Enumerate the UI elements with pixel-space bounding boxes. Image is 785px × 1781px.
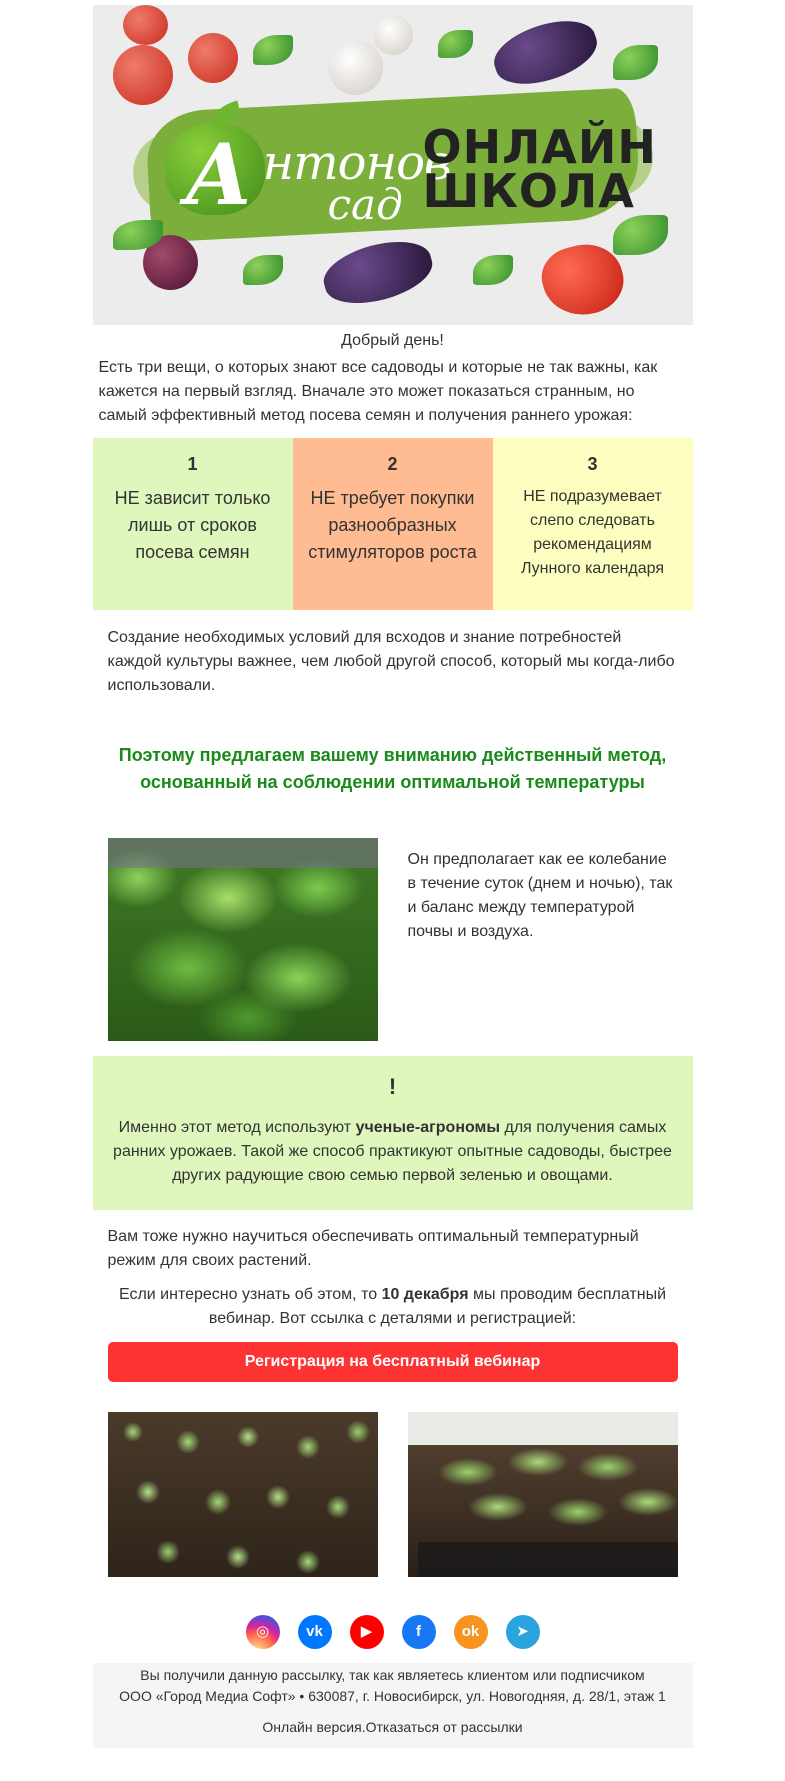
webinar-date: 10 декабря [381,1286,469,1303]
unsubscribe-link[interactable]: Отказаться от рассылки [365,1719,523,1735]
photo-background [108,838,378,868]
school-line-2: ШКОЛА [422,164,635,218]
method-section [93,838,693,1041]
point-text: НЕ подразумевает слепо следовать рекомендациям Лунного календаря [520,488,664,577]
seedlings-window-photo [408,1412,678,1577]
vk-icon[interactable]: vk [298,1615,332,1649]
callout-text [113,1116,673,1188]
point-text: НЕ зависит только лишь от сроков посева семян [114,488,271,562]
tomato-image [188,33,238,83]
photo-gallery [93,1412,693,1577]
tomato-image [113,45,173,105]
greeting: Добрый день! [341,332,444,349]
garlic-image [373,15,413,55]
webinar-text-after: мы проводим бесплатный вебинар. Вот ссылка с деталями и регистрацией: [208,1286,667,1327]
tray-shadow [418,1542,678,1577]
intro-text: Есть три вещи, о которых знают все садоводы и которые не так важны, как кажется на первый взгляд. Вначале это может показаться странным, но самый эффективный метод посева семян и получения раннего урожая: [98,359,658,424]
footer-notice: Вы получили данную рассылку, так как являетесь клиентом или подписчиком [140,1667,645,1683]
logo-sad: сад [327,180,403,229]
point-number: 2 [387,454,398,474]
learn-text: Вам тоже нужно научиться обеспечивать оптимальный температурный режим для своих растений. [107,1228,639,1269]
exclamation-mark: ! [388,1074,397,1099]
logo-name: нтонов [262,135,451,191]
point-card-2 [293,438,493,610]
online-school-title [422,120,657,218]
basil-leaf-image [613,45,658,80]
callout-text-before: Именно этот метод используют [118,1119,356,1136]
webinar-text [93,1283,693,1331]
footer [93,1663,693,1748]
email-container [93,5,693,1748]
seedlings-tray-photo [108,1412,378,1577]
point-number: 1 [187,454,198,474]
basil-leaf-image [438,30,473,58]
basil-leaf-image [473,255,513,285]
online-version-link[interactable]: Онлайн версия [262,1719,362,1735]
header-banner [93,5,693,325]
point-text: НЕ требует покупки разнообразных стимуляторов роста [308,488,477,562]
basil-leaf-image [253,35,293,65]
instagram-icon[interactable]: ◎ [246,1615,280,1649]
school-line-1: ОНЛАЙН [422,120,657,174]
facebook-icon[interactable]: f [402,1615,436,1649]
agronomist-callout [93,1056,693,1210]
webinar-text-before: Если интересно узнать об этом, то [118,1286,382,1303]
odnoklassniki-icon[interactable]: ok [454,1615,488,1649]
point-card-3 [493,438,693,610]
tomato-image [123,5,168,45]
callout-text-after: для получения самых ранних урожаев. Такой же способ практикуют опытные садоводы, быстрее других радующие свою семью первой зеленью и овощами. [113,1119,672,1184]
footer-separator: . [361,1719,366,1735]
callout-bold: ученые-агрономы [355,1119,501,1136]
footer-links [113,1717,673,1738]
youtube-icon[interactable]: ▶ [350,1615,384,1649]
point-card-1 [93,438,293,610]
social-links [93,1615,693,1649]
conditions-text: Создание необходимых условий для всходов и знание потребностей каждой культуры важнее, чем любой другой способ, который мы когда-либо использовали. [107,629,675,694]
method-highlight: Поэтому предлагаем вашему вниманию действенный метод, основанный на соблюдении оптимальной температуры [118,745,667,792]
point-number: 3 [587,454,598,474]
eggplant-image [317,232,437,314]
logo-letter: А [184,125,253,224]
three-points [93,438,693,610]
method-description: Он предполагает как ее колебание в течение суток (днем и ночью), так и баланс между температурой почвы и воздуха. [407,851,673,940]
telegram-icon[interactable]: ➤ [506,1615,540,1649]
register-webinar-button[interactable]: Регистрация на бесплатный вебинар [108,1342,678,1382]
basil-leaf-image [613,215,668,255]
basil-leaf-image [243,255,283,285]
eggplant-image [487,10,604,95]
footer-address: ООО «Город Медиа Софт» • 630087, г. Новосибирск, ул. Новогодняя, д. 28/1, этаж 1 [119,1688,666,1704]
seedlings-photo [108,838,378,1041]
garlic-image [328,40,383,95]
